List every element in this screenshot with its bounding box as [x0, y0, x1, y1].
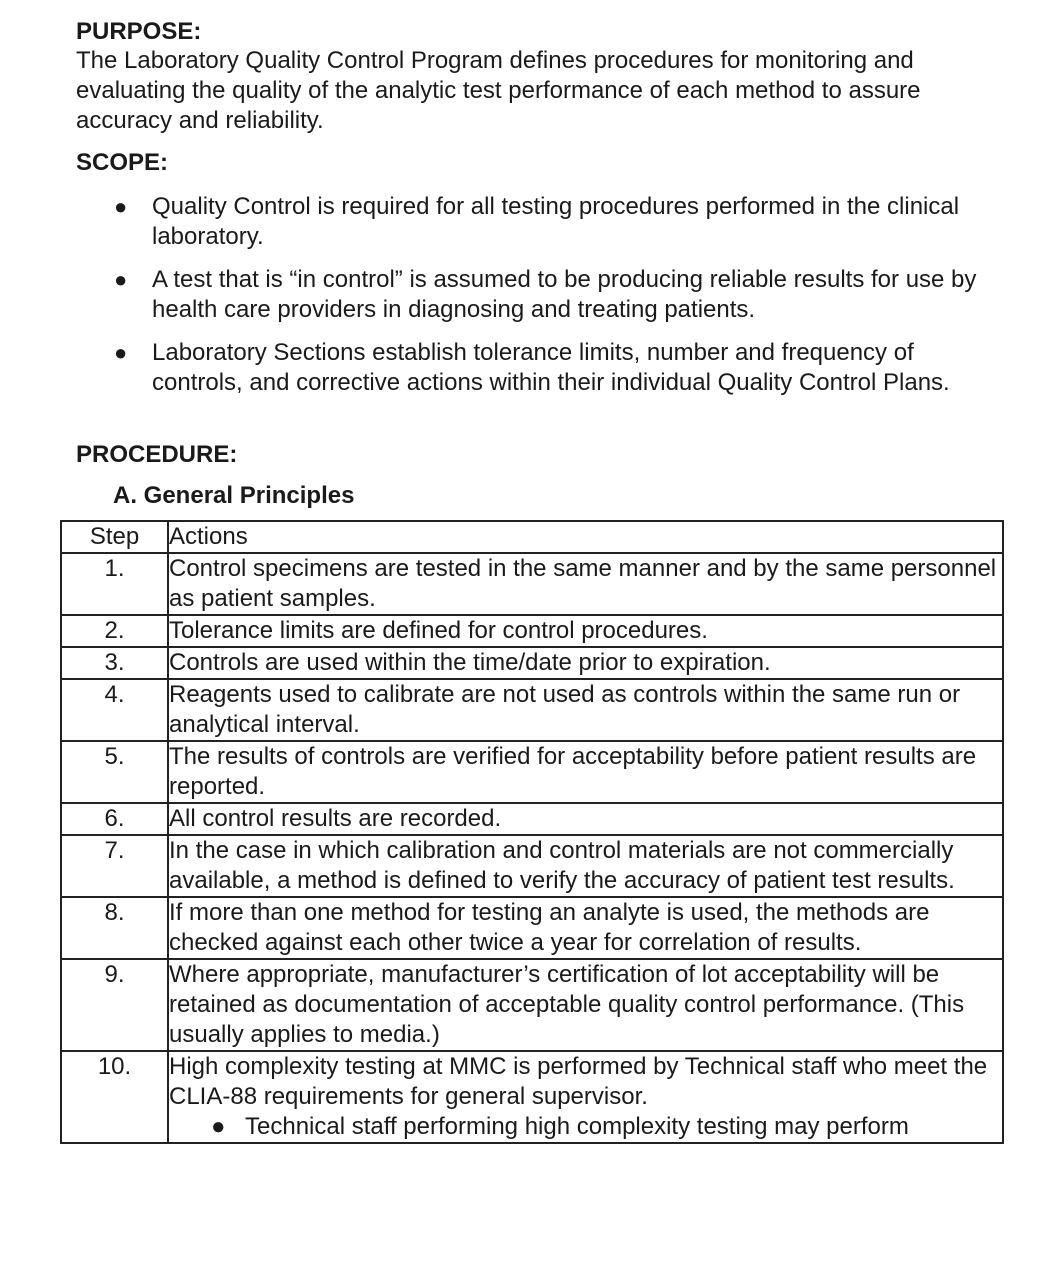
general-principles-heading: A. General Principles	[113, 482, 355, 509]
procedure-steps-table	[60, 520, 1004, 1144]
step-number: 7.	[61, 835, 168, 897]
scope-item-text: A test that is “in control” is assumed to be producing reliable results for use by health care providers in diagnosing and treating patients.	[152, 266, 977, 323]
step-action: Control specimens are tested in the same manner and by the same personnel as patient samples.	[168, 553, 1003, 615]
list-item	[114, 265, 992, 325]
table-row	[61, 959, 1003, 1051]
bullet-icon: ●	[114, 194, 128, 219]
table-row	[61, 647, 1003, 679]
step-sub-text: Technical staff performing high complexity testing may perform	[245, 1113, 909, 1140]
scope-item-text: Laboratory Sections establish tolerance limits, number and frequency of controls, and corrective actions within their individual Quality Control Plans.	[152, 339, 950, 396]
step-action: If more than one method for testing an analyte is used, the methods are checked against each other twice a year for correlation of results.	[168, 897, 1003, 959]
step-action: In the case in which calibration and control materials are not commercially available, a method is defined to verify the accuracy of patient test results.	[168, 835, 1003, 897]
step-action	[168, 1051, 1003, 1143]
table-row	[61, 835, 1003, 897]
step-action: Controls are used within the time/date prior to expiration.	[168, 647, 1003, 679]
step-number: 6.	[61, 803, 168, 835]
scope-heading: SCOPE:	[76, 149, 169, 176]
step-number: 10.	[61, 1051, 168, 1143]
step-action: Where appropriate, manufacturer’s certification of lot acceptability will be retained as documentation of acceptable quality control performance. (This usually applies to media.)	[168, 959, 1003, 1051]
table-header-row	[61, 521, 1003, 553]
step-number: 3.	[61, 647, 168, 679]
list-item	[114, 338, 992, 398]
step-number: 8.	[61, 897, 168, 959]
step-number: 1.	[61, 553, 168, 615]
list-item	[169, 1112, 1002, 1142]
purpose-heading: PURPOSE:	[76, 18, 202, 45]
step-number: 4.	[61, 679, 168, 741]
table-row	[61, 803, 1003, 835]
bullet-icon: ●	[114, 340, 128, 365]
table-row	[61, 615, 1003, 647]
table-row	[61, 553, 1003, 615]
bullet-icon: ●	[211, 1113, 226, 1140]
step-column-header: Step	[61, 521, 168, 553]
list-item	[114, 192, 992, 252]
bullet-icon: ●	[114, 267, 128, 292]
step-action: The results of controls are verified for acceptability before patient results are reported.	[168, 741, 1003, 803]
step-action: Tolerance limits are defined for control procedures.	[168, 615, 1003, 647]
scope-item-text: Quality Control is required for all testing procedures performed in the clinical laboratory.	[152, 193, 960, 250]
actions-column-header: Actions	[168, 521, 1003, 553]
step-action-text: High complexity testing at MMC is performed by Technical staff who meet the CLIA-88 requirements for general supervisor.	[169, 1053, 988, 1110]
procedure-heading: PROCEDURE:	[76, 441, 238, 468]
step-action: Reagents used to calibrate are not used as controls within the same run or analytical interval.	[168, 679, 1003, 741]
step-number: 9.	[61, 959, 168, 1051]
step-number: 5.	[61, 741, 168, 803]
table-row	[61, 741, 1003, 803]
step-action: All control results are recorded.	[168, 803, 1003, 835]
table-row	[61, 1051, 1003, 1143]
purpose-text: The Laboratory Quality Control Program defines procedures for monitoring and evaluating the quality of the analytic test performance of each method to assure accuracy and reliability.	[76, 47, 921, 134]
table-row	[61, 897, 1003, 959]
step-sub-list	[169, 1112, 1002, 1142]
table-row	[61, 679, 1003, 741]
step-number: 2.	[61, 615, 168, 647]
